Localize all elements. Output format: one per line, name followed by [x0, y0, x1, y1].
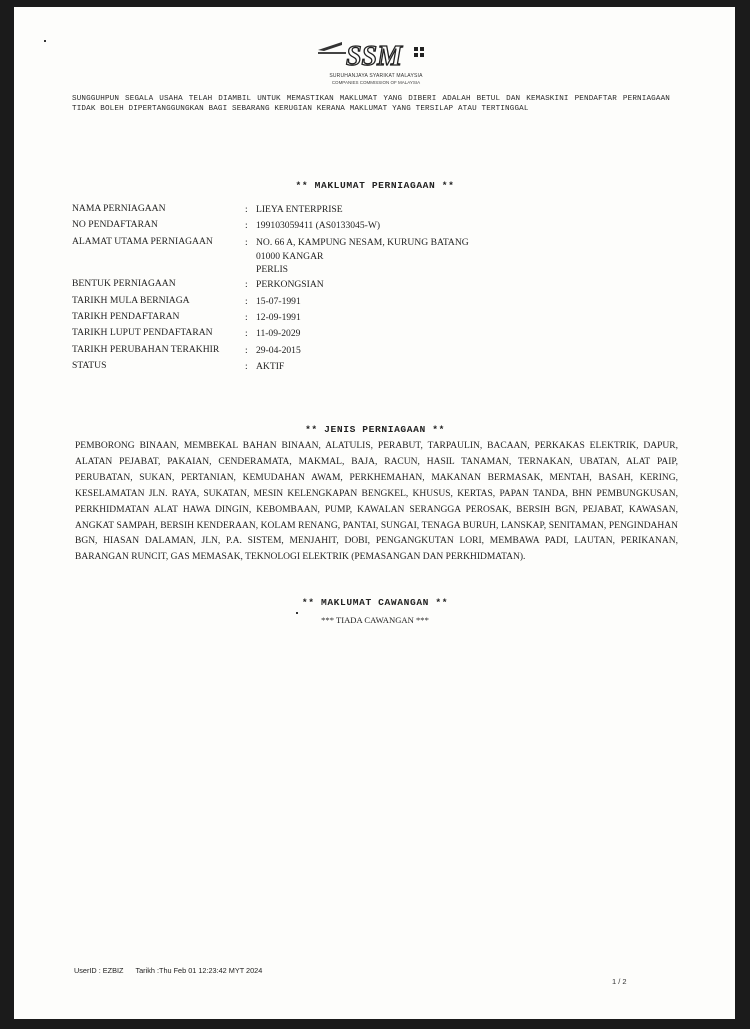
business-types-title: ** JENIS PERNIAGAAN ** — [305, 424, 445, 435]
field-label: TARIKH PENDAFTARAN — [72, 310, 180, 322]
field-colon: : — [245, 311, 248, 323]
business-info-table — [72, 203, 572, 377]
address-line-3: PERLIS — [256, 264, 288, 276]
last-change-value: 29-04-2015 — [256, 344, 301, 356]
printed-timestamp: Tarikh :Thu Feb 01 12:23:42 MYT 2024 — [135, 966, 263, 975]
field-colon: : — [245, 236, 248, 248]
info-row-address-cont — [72, 252, 572, 265]
info-row-name — [72, 203, 572, 219]
field-label: STATUS — [72, 360, 107, 372]
field-colon: : — [245, 204, 248, 215]
branches-text: *** TIADA CAWANGAN *** — [321, 615, 429, 625]
field-colon: : — [245, 361, 248, 373]
disclaimer-text: SUNGGUHPUN SEGALA USAHA TELAH DIAMBIL UNTUK MEMASTIKAN MAKLUMAT YANG DIBERI ADALAH BETUL DAN KEMASKINI PENDAFTAR PERNIAGAAN TIDAK BOLEH DIPERTANGGUNGKAN BAGI SEBARANG KERUGIAN KERANA MAKLUMAT YANG TERSILAP ATAU TERTINGGAL — [72, 95, 670, 113]
field-colon: : — [245, 295, 248, 307]
expiry-date-value: 11-09-2029 — [256, 328, 301, 340]
business-info-title: ** MAKLUMAT PERNIAGAAN ** — [295, 180, 455, 191]
agency-name: SURUHANJAYA SYARIKAT MALAYSIA — [329, 73, 423, 79]
scan-mark — [44, 40, 46, 42]
agency-name-en: COMPANIES COMMISSION OF MALAYSIA — [331, 80, 421, 85]
info-row-regno — [72, 219, 572, 235]
info-row-start-date — [72, 295, 572, 311]
field-label: TARIKH LUPUT PENDAFTARAN — [72, 327, 213, 339]
address-line-2: 01000 KANGAR — [256, 251, 324, 263]
field-label: TARIKH MULA BERNIAGA — [72, 294, 190, 306]
field-label: TARIKH PERUBAHAN TERAKHIR — [72, 343, 220, 355]
info-row-registration-date — [72, 311, 572, 327]
info-row-last-change — [72, 344, 572, 360]
info-row-status — [72, 360, 572, 376]
info-row-expiry-date — [72, 327, 572, 343]
field-colon: : — [245, 220, 248, 232]
ssm-logo-icon — [316, 38, 434, 72]
scan-mark — [296, 612, 298, 614]
registration-date-value: 12-09-1991 — [256, 311, 301, 323]
business-types-text: PEMBORONG BINAAN, MEMBEKAL BAHAN BINAAN, ALATULIS, PERABUT, TARPAULIN, BACAAN, PERKAKAS ELEKTRIK, DAPUR, ALATAN PEJABAT, PAKAIAN, CENDERAMATA, MAKMAL, BAJA, RACUN, HASIL TANAMAN, TERNAKAN, UBATAN, ALAT PAIP, PERUBATAN, SUKAN, PERTANIAN, KEMUDAHAN AWAM, PERKHEMAHAN, MAKANAN BERMASAK, MENTAH, BASAH, KERING, KESELAMATAN JLN. RAYA, SUKATAN, MESIN KELENGKAPAN BENGKEL, KHUSUS, KERTAS, PAPAN TANDA, BHN PEMBUNGKUSAN, PERKHIDMATAN ALAT HAWA DINGIN, KEBOMBAAN, PUMP, KAWALAN SERANGGA PEROSAK, BERSIH BGN, PEJABAT, KAWASAN, ANGKAT SAMPAH, BERSIH KENDERAAN, KOLAM RENANG, PANTAI, SUNGAI, TENAGA BURUH, LANSKAP, SENITAMAN, PENGINDAHAN BGN, HIASAN DALAMAN, JLN, P.A. SISTEM, MENJAHIT, DOBI, PENGANGKUTAN LORI, MEMBAWA PADI, LAUTAN, PERIKANAN, BARANGAN RUNCIT, GAS MEMASAK, TEKNOLOGI ELEKTRIK (PEMASANGAN DAN PERKHIDMATAN). — [75, 441, 678, 563]
user-id: UserID : EZBIZ — [74, 966, 124, 975]
field-label: BENTUK PERNIAGAAN — [72, 278, 176, 290]
page-number: 1 / 2 — [612, 977, 627, 986]
info-row-address — [72, 236, 572, 252]
field-label: NO PENDAFTARAN — [72, 219, 158, 231]
branches-title: ** MAKLUMAT CAWANGAN ** — [301, 597, 449, 608]
status-value: AKTIF — [256, 361, 285, 373]
field-colon: : — [245, 344, 248, 356]
business-form-value: PERKONGSIAN — [256, 279, 324, 291]
field-colon: : — [245, 279, 248, 291]
address-line-1: NO. 66 A, KAMPUNG NESAM, KURUNG BATANG — [256, 236, 469, 248]
start-date-value: 15-07-1991 — [256, 295, 301, 307]
field-colon: : — [245, 328, 248, 340]
footer — [74, 966, 262, 975]
business-name-value: LIEYA ENTERPRISE — [256, 204, 343, 215]
field-label: ALAMAT UTAMA PERNIAGAAN — [72, 235, 213, 247]
ssm-logo — [316, 38, 434, 92]
info-row-address-cont — [72, 265, 572, 278]
info-row-form — [72, 278, 572, 294]
field-label: NAMA PERNIAGAAN — [72, 203, 166, 214]
logo-text: SSM — [345, 41, 403, 72]
registration-number-value: 199103059411 (AS0133045-W) — [256, 220, 381, 232]
